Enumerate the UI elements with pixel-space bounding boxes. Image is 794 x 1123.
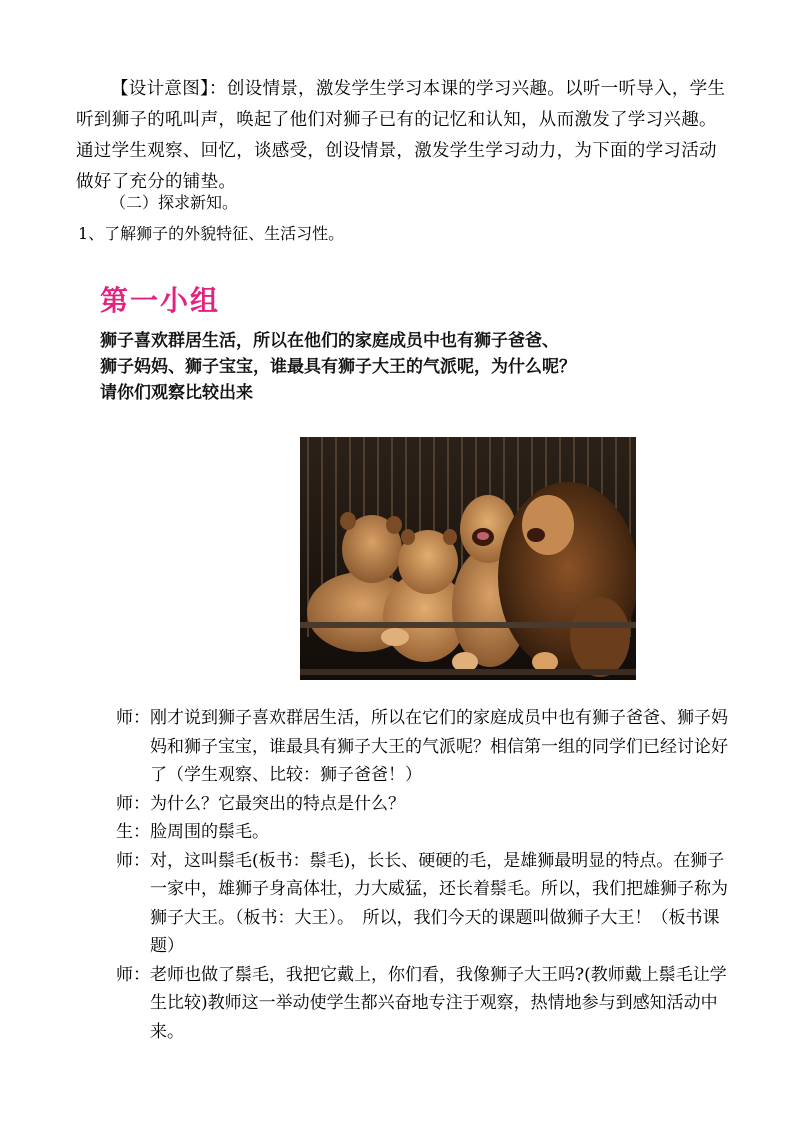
dialogue-text: 对，这叫鬃毛(板书：鬃毛)，长长、硬硬的毛，是雄狮最明显的特点。在狮子一家中，雄狮子身高体壮，力大威猛，还长着鬃毛。所以，我们把雄狮子称为狮子大王。（板书：大王）。 所以，我们今天的课题叫做狮子大王！（板书课题） [150, 850, 728, 956]
group-prompt [100, 328, 700, 406]
dialogue-text: 为什么？它最突出的特点是什么？ [150, 793, 405, 814]
group-title: 第一小组 [100, 284, 221, 317]
dialogue-line [116, 847, 736, 961]
dialogue-text: 刚才说到狮子喜欢群居生活，所以在它们的家庭成员中也有狮子爸爸、狮子妈妈和狮子宝宝，谁最具有狮子大王的气派呢？相信第一组的同学们已经讨论好了（学生观察、比较：狮子爸爸！） [150, 708, 728, 785]
dialogue-line [116, 704, 736, 790]
section-heading: （二）探求新知。 [110, 193, 239, 212]
group-prompt-line-1: 狮子喜欢群居生活，所以在他们的家庭成员中也有狮子爸爸、 [100, 331, 559, 351]
design-intent-paragraph: 【设计意图】：创设情景，激发学生学习本课的学习兴趣。以听一听导入，学生听到狮子的吼叫声，唤起了他们对狮子已有的记忆和认知，从而激发了学习兴趣。通过学生观察、回忆，谈感受，创设情景，激发学生学习动力，为下面的学习活动做好了充分的铺垫。 [76, 79, 726, 192]
group-prompt-line-2: 狮子妈妈、狮子宝宝，谁最具有狮子大王的气派呢，为什么呢？ [100, 357, 576, 377]
dialogue-transcript [116, 704, 736, 1046]
subheading-lion-features: 1、了解狮子的外貌特征、生活习性。 [78, 224, 345, 243]
dialogue-line [116, 961, 736, 1047]
lion-family-image [300, 437, 636, 680]
lion-family-photo [300, 437, 636, 680]
dialogue-line [116, 790, 736, 819]
dialogue-speaker: 生： [116, 822, 150, 842]
dialogue-line [116, 818, 736, 847]
dialogue-text: 老师也做了鬃毛，我把它戴上，你们看，我像狮子大王吗?(教师戴上鬃毛让学生比较)教师这一举动使学生都兴奋地专注于观察，热情地参与到感知活动中来。 [150, 964, 727, 1042]
dialogue-speaker: 师： [116, 708, 150, 728]
dialogue-speaker: 师： [116, 964, 150, 985]
dialogue-speaker: 师： [116, 793, 150, 814]
dialogue-speaker: 师： [116, 850, 150, 871]
dialogue-text: 脸周围的鬃毛。 [150, 822, 269, 842]
group-prompt-line-3: 请你们观察比较出来 [100, 383, 253, 403]
